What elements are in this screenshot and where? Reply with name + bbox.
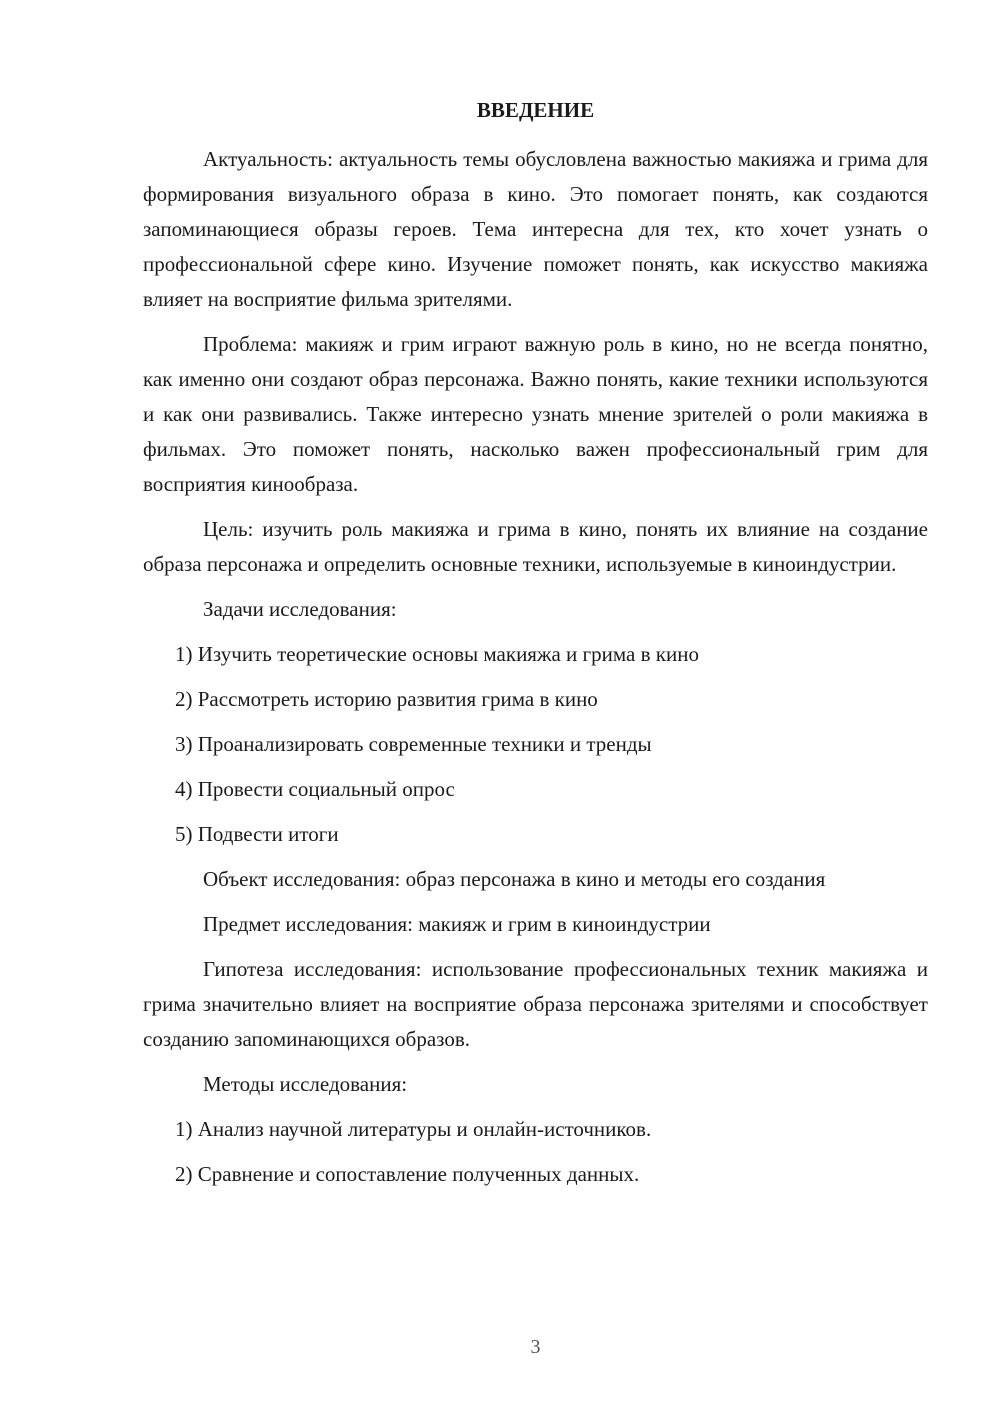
document-page [143,0,928,1414]
list-item-number: 1) [175,1117,193,1141]
list-item-number: 3) [175,732,193,756]
object-paragraph: Объект исследования: образ персонажа в кино и методы его создания [203,867,826,891]
problem-paragraph: Проблема: макияж и грим играют важную роль в кино, но не всегда понятно, как именно они создают образ персонажа. Важно понять, какие техники используются и как они развивались. Также интересно узнать мнение зрителей о роли макияжа в фильмах. Это поможет понять, насколько важен профессиональный грим для восприятия кинообраза. [143,332,928,496]
list-item-number: 4) [175,777,193,801]
list-item-number: 5) [175,822,193,846]
list-item [143,682,928,717]
tasks-heading: Задачи исследования: [203,597,397,621]
list-item [143,727,928,762]
tasks-list [143,637,928,852]
page-title: ВВЕДЕНИЕ [476,98,595,122]
relevance-paragraph: Актуальность: актуальность темы обусловлена важностью макияжа и грима для формирования визуального образа в кино. Это помогает понять, как создаются запоминающиеся образы героев. Тема интересна для тех, кто хочет узнать о профессиональной сфере кино. Изучение поможет понять, как искусство макияжа влияет на восприятие фильма зрителями. [143,147,928,311]
list-item-number: 1) [175,642,193,666]
list-item-text: Рассмотреть историю развития грима в кино [197,687,598,711]
list-item-text: Анализ научной литературы и онлайн-источников. [197,1117,652,1141]
list-item [143,772,928,807]
list-item-text: Сравнение и сопоставление полученных данных. [197,1162,640,1186]
list-item-number: 2) [175,1162,193,1186]
list-item [143,1112,928,1147]
list-item-text: Изучить теоретические основы макияжа и грима в кино [197,642,699,666]
list-item [143,637,928,672]
list-item [143,1157,928,1192]
document-body [143,142,928,1192]
list-item-number: 2) [175,687,193,711]
list-item [143,817,928,852]
list-item-text: Проанализировать современные техники и тренды [197,732,652,756]
goal-paragraph: Цель: изучить роль макияжа и грима в кино, понять их влияние на создание образа персонажа и определить основные техники, используемые в киноиндустрии. [143,517,928,576]
page-number: 3 [530,1336,541,1358]
subject-paragraph: Предмет исследования: макияж и грим в киноиндустрии [203,912,711,936]
methods-heading: Методы исследования: [203,1072,408,1096]
list-item-text: Подвести итоги [197,822,339,846]
list-item-text: Провести социальный опрос [197,777,455,801]
hypothesis-paragraph: Гипотеза исследования: использование профессиональных техник макияжа и грима значительно влияет на восприятие образа персонажа зрителями и способствует созданию запоминающихся образов. [143,957,928,1051]
methods-list [143,1112,928,1192]
